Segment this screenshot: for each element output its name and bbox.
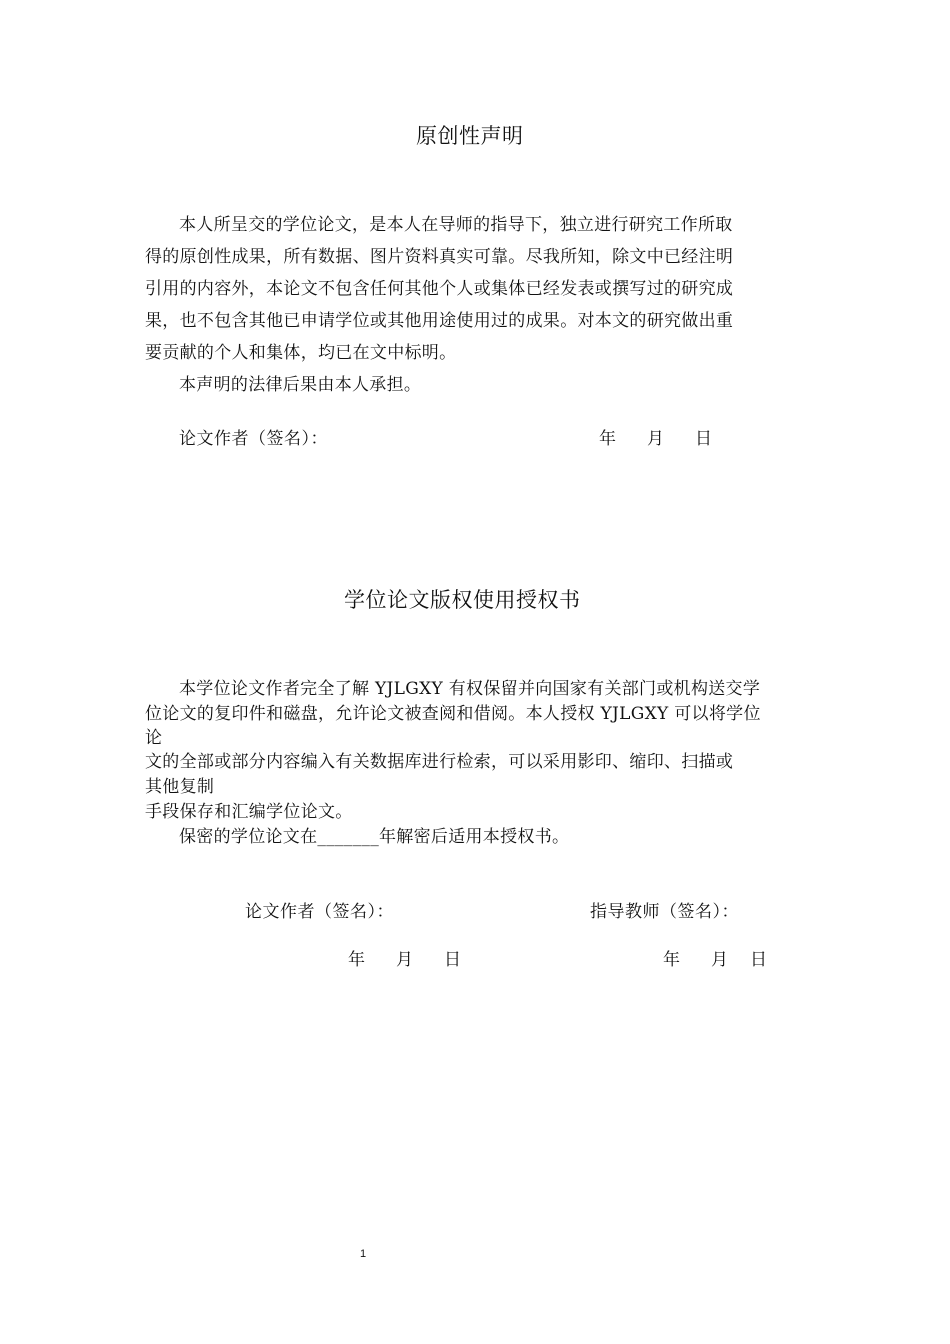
- author-date-year: 年: [348, 950, 366, 970]
- authorization-line5: 其他复制: [145, 777, 215, 797]
- authorization-line3: 论: [145, 728, 163, 748]
- originality-para1-line4: 果，也不包含其他已申请学位或其他用途使用过的成果。对本文的研究做出重: [145, 311, 734, 331]
- page-number: 1: [360, 1248, 367, 1260]
- originality-date-year: 年: [599, 429, 617, 449]
- originality-signature-label: 论文作者（签名）：: [179, 429, 328, 449]
- advisor-date-day: 日: [750, 950, 768, 970]
- advisor-date-month: 月: [711, 950, 729, 970]
- originality-para1-line1: 本人所呈交的学位论文，是本人在导师的指导下，独立进行研究工作所取: [179, 215, 733, 235]
- authorization-line2: 位论文的复印件和磁盘，允许论文被查阅和借阅。本人授权 YJLGXY 可以将学位: [145, 704, 761, 724]
- originality-date-day: 日: [695, 429, 713, 449]
- author-date-day: 日: [444, 950, 462, 970]
- authorization-secrecy-line: 保密的学位论文在_______年解密后适用本授权书。: [179, 827, 570, 847]
- advisor-date-year: 年: [663, 950, 681, 970]
- originality-date-month: 月: [647, 429, 665, 449]
- originality-para1-line2: 得的原创性成果，所有数据、图片资料真实可靠。尽我所知，除文中已经注明: [145, 247, 734, 267]
- authorization-line1: 本学位论文作者完全了解 YJLGXY 有权保留并向国家有关部门或机构送交学: [179, 679, 761, 699]
- originality-para1-line3: 引用的内容外，本论文不包含任何其他个人或集体已经发表或撰写过的研究成: [145, 279, 734, 299]
- authorization-title: 学位论文版权使用授权书: [344, 588, 581, 612]
- originality-para1-line5: 要贡献的个人和集体，均已在文中标明。: [145, 343, 457, 363]
- authorization-line4: 文的全部或部分内容编入有关数据库进行检索，可以采用影印、缩印、扫描或: [145, 752, 734, 772]
- authorization-author-label: 论文作者（签名）：: [245, 902, 394, 922]
- authorization-advisor-label: 指导教师（签名）：: [590, 902, 739, 922]
- originality-title: 原创性声明: [416, 124, 524, 148]
- author-date-month: 月: [396, 950, 414, 970]
- originality-para2: 本声明的法律后果由本人承担。: [179, 375, 422, 395]
- authorization-line6: 手段保存和汇编学位论文。: [145, 802, 353, 822]
